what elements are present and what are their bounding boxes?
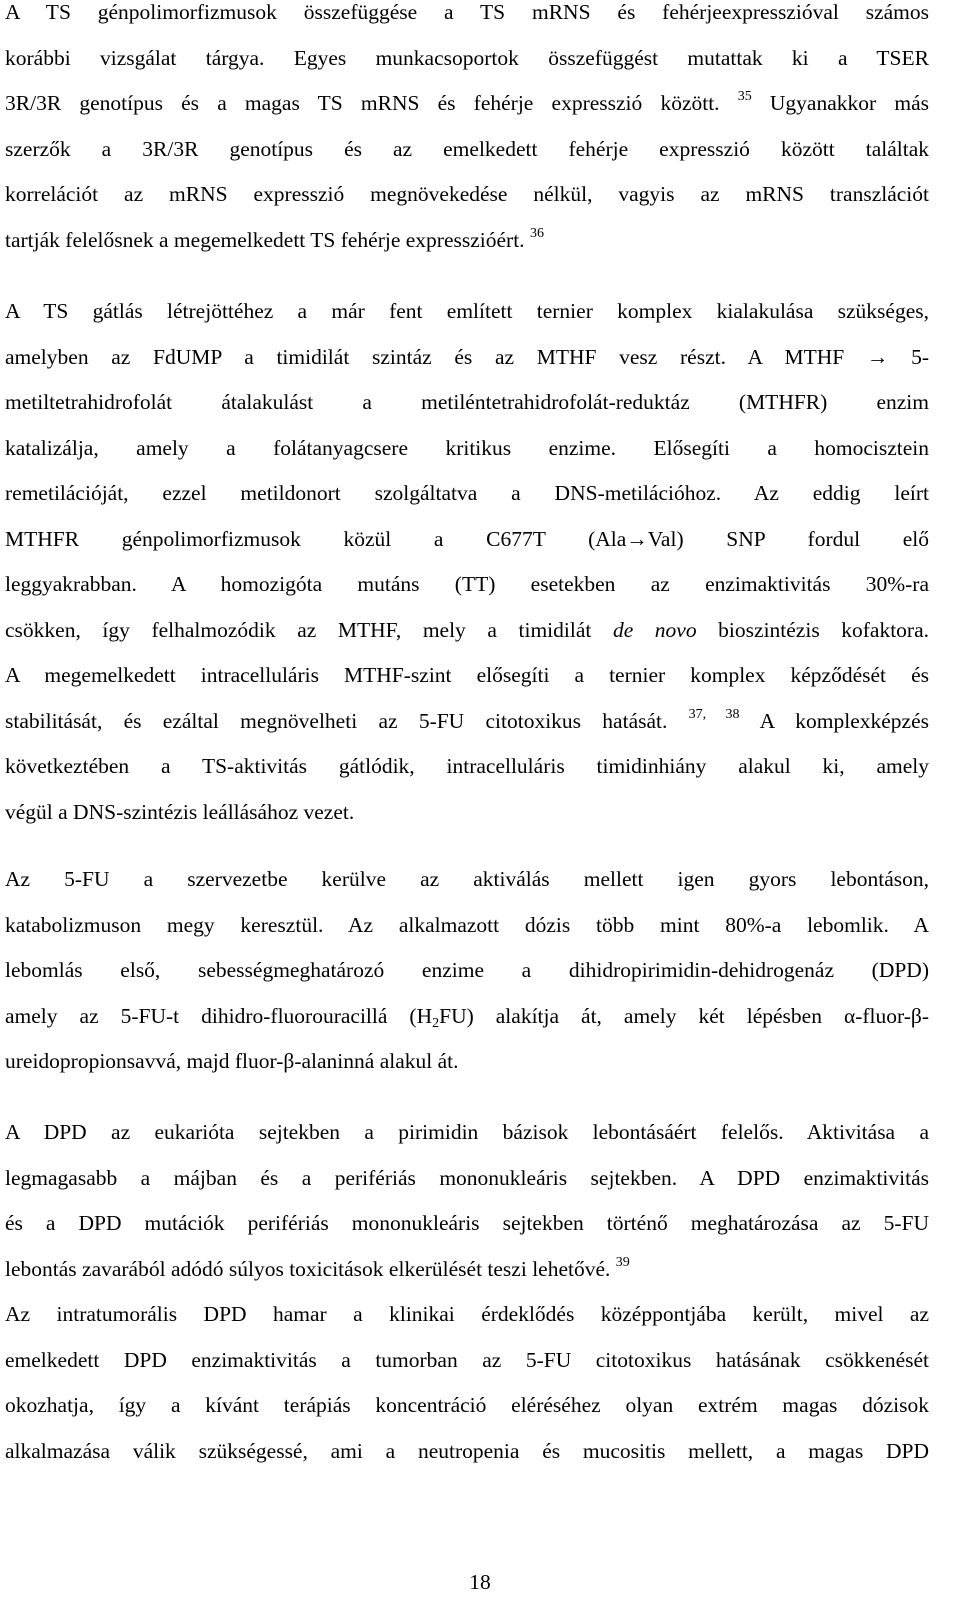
text-line: Az 5-FU a szervezetbe kerülve az aktiválás mellett igen gyors lebontáson, xyxy=(5,867,929,891)
text-line: katalizálja, amely a folátanyagcsere kritikus enzime. Elősegíti a homocisztein xyxy=(5,435,929,460)
citation-superscript: 37, 38 xyxy=(688,706,740,722)
paragraph-mthfr xyxy=(5,289,929,835)
text-line: alkalmazása válik szükségessé, ami a neutropenia és mucositis mellett, a magas DPD xyxy=(5,1438,929,1463)
text-line: remetilációját, ezzel metildonort szolgáltatva a DNS-metilációhoz. Az eddig leírt xyxy=(5,481,929,505)
text-line: korábbi vizsgálat tárgya. Egyes munkacsoportok összefüggést mutattak ki a TSER xyxy=(5,45,929,70)
citation-superscript: 35 xyxy=(737,89,752,104)
text-run: stabilitását, és ezáltal megnövelheti az 5-FU citotoxikus hatását. xyxy=(5,708,689,733)
text-line xyxy=(5,608,929,654)
text-run: tartják felelősnek a megemelkedett TS fehérje expresszióért. xyxy=(5,227,530,252)
text-line: MTHFR génpolimorfizmusok közül a C677T (Ala→Val) SNP fordul elő xyxy=(5,526,929,551)
text-line: A DPD az eukarióta sejtekben a pirimidin bázisok lebontásáért felelős. Aktivitása a xyxy=(5,1120,929,1144)
text-line xyxy=(5,81,929,127)
text-run: lebontás zavarából adódó súlyos toxicitások elkerülését teszi lehetővé. xyxy=(5,1256,616,1281)
text-line xyxy=(5,1247,929,1293)
paragraph-intratumoral-dpd xyxy=(5,1292,929,1474)
text-run: csökken, így felhalmozódik az MTHF, mely a timidilát xyxy=(5,617,613,642)
citation-superscript: 39 xyxy=(615,1254,630,1270)
text-run: 3R/3R genotípus és a magas TS mRNS és fehérje expresszió között. xyxy=(5,91,738,115)
citation-superscript: 36 xyxy=(529,225,544,241)
text-line: végül a DNS-szintézis leállásához vezet. xyxy=(5,799,355,824)
text-line xyxy=(5,218,929,264)
text-line: leggyakrabban. A homozigóta mutáns (TT) esetekben az enzimaktivitás 30%-ra xyxy=(5,572,929,596)
page-number: 18 xyxy=(469,1570,491,1594)
text-line: következtében a TS-aktivitás gátlódik, intracelluláris timidinhiány alakul ki, amely xyxy=(5,754,929,778)
text-run: Ugyanakkor más xyxy=(751,91,929,115)
text-line: lebomlás első, sebességmeghatározó enzime a dihidropirimidin-dehidrogenáz (DPD) xyxy=(5,958,929,982)
text-line: szerzők a 3R/3R genotípus és az emelkedett fehérje expresszió között találtak xyxy=(5,136,929,161)
text-line: és a DPD mutációk perifériás mononukleáris sejtekben történő meghatározása az 5-FU xyxy=(5,1211,929,1235)
text-line: A TS génpolimorfizmusok összefüggése a TS mRNS és fehérjeexpresszióval számos xyxy=(5,0,929,24)
text-line: ureidopropionsavvá, majd fluor-β-alaninná alakul át. xyxy=(5,1049,459,1073)
text-line: amelyben az FdUMP a timidilát szintáz és az MTHF vesz részt. A MTHF → 5- xyxy=(5,344,929,369)
text-line: metiltetrahidrofolát átalakulást a metiléntetrahidrofolát-reduktáz (MTHFR) enzim xyxy=(5,390,929,414)
text-run: amely az 5-FU-t dihidro-fluorouracillá (H xyxy=(5,1003,433,1028)
text-line: A TS gátlás létrejöttéhez a már fent említett ternier komplex kialakulása szükséges, xyxy=(5,299,929,323)
paragraph-5fu-catabolism xyxy=(5,857,929,1085)
text-line: legmagasabb a májban és a perifériás mononukleáris sejtekben. A DPD enzimaktivitás xyxy=(5,1165,929,1190)
italic-term: de novo xyxy=(612,617,697,642)
text-line: emelkedett DPD enzimaktivitás a tumorban az 5-FU citotoxikus hatásának csökkenését xyxy=(5,1347,929,1372)
text-run: FU) alakítja át, amely két lépésben α-fluor-β- xyxy=(439,1003,929,1028)
subscript: 2 xyxy=(432,1015,440,1031)
text-run: A komplexképzés xyxy=(739,708,930,733)
text-line xyxy=(5,994,929,1040)
paragraph-dpd xyxy=(5,1110,929,1292)
text-line: Az intratumorális DPD hamar a klinikai érdeklődés középpontjába került, mivel az xyxy=(5,1302,929,1326)
text-line: A megemelkedett intracelluláris MTHF-szint elősegíti a ternier komplex képződését és xyxy=(5,663,929,687)
text-line xyxy=(5,699,929,745)
text-line: katabolizmuson megy keresztül. Az alkalmazott dózis több mint 80%-a lebomlik. A xyxy=(5,912,929,937)
text-line: okozhatja, így a kívánt terápiás koncentráció eléréséhez olyan extrém magas dózisok xyxy=(5,1393,929,1417)
paragraph-ts-polymorphism xyxy=(5,0,929,263)
text-run: bioszintézis kofaktora. xyxy=(696,617,930,642)
text-line: korrelációt az mRNS expresszió megnövekedése nélkül, vagyis az mRNS transzlációt xyxy=(5,182,929,206)
